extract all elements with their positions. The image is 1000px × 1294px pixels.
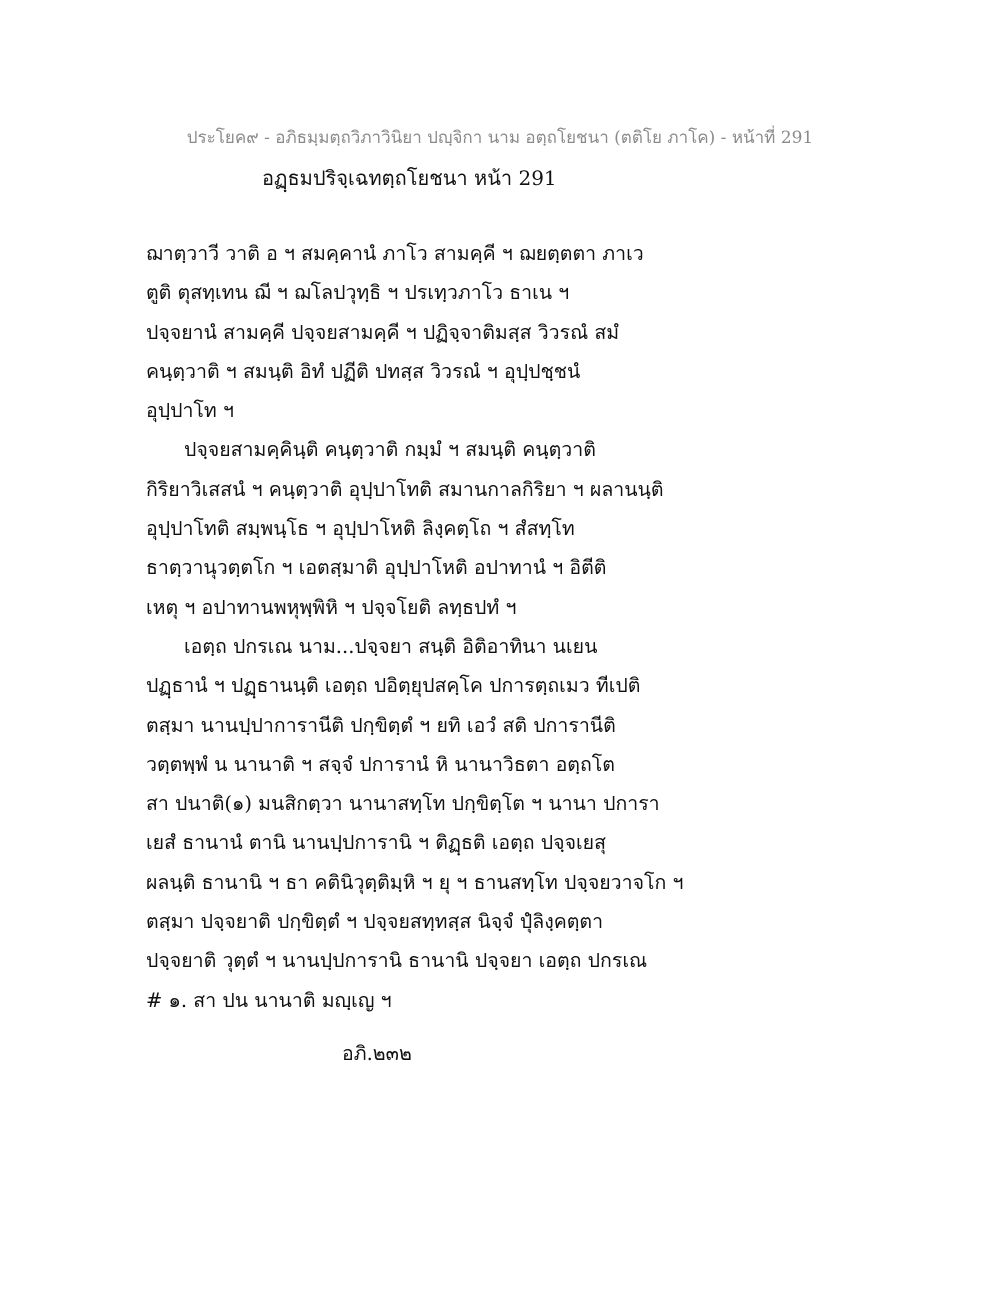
text-line: เอตฺถ ปกรเณ นาม...ปจฺจยา สนฺติ อิติอาทินา นเยน [184, 634, 598, 658]
text-line: ปฏฺธานํ ฯ ปฏฺธานนฺติ เอตฺถ ปอิตฺยุปสคฺโค ปการตฺถเมว ทีเปติ [146, 674, 641, 698]
text-line: อุปฺปาโทติ สมฺพนฺโธ ฯ อุปฺปาโหติ ลิงฺคตฺโถ ฯ สํสทฺโท [146, 517, 575, 541]
text-line: ปจฺจยสามคฺคินฺติ คนฺตฺวาติ กมฺมํ ฯ สมนฺติ คนฺตฺวาติ [184, 438, 596, 462]
text-line: กิริยาวิเสสนํ ฯ คนฺตฺวาติ อุปฺปาโทติ สมานกาลกิริยา ฯ ผลานนฺติ [146, 477, 664, 501]
text-line: คนฺตฺวาติ ฯ สมนฺติ อิทํ ปฏีติ ปทสฺส วิวรณํ ฯ อุปฺปชฺชนํ [146, 359, 581, 383]
text-line: ธาตฺวานุวตฺตโก ฯ เอตสฺมาติ อุปฺปาโหติ อปาทานํ ฯ อิตีติ [146, 556, 607, 580]
page-title: อฏฺธมปริจฺเฉทตฺถโยชนา หน้า 291 [262, 166, 557, 190]
text-line: ตสฺมา นานปฺปาการานีติ ปกฺขิตฺตํ ฯ ยทิ เอวํ สติ ปการานีติ [146, 713, 616, 737]
text-line: เยสํ ธานานํ ตานิ นานปฺปการานิ ฯ ติฏฺธติ เอตฺถ ปจฺจเยสุ [146, 831, 607, 855]
text-line: วตฺตพฺพํ น นานาติ ฯ สจฺจํ ปการานํ หิ นานาวิธตา อตฺถโต [146, 752, 615, 776]
running-header: ประโยค๙ - อภิธมฺมตฺถวิภาวินิยา ปญฺจิกา นาม อตฺถโยชนา (ตติโย ภาโค) - หน้าที่ 291 [186, 128, 814, 148]
text-line: ปจฺจยาติ วุตฺตํ ฯ นานปฺปการานิ ธานานิ ปจฺจยา เอตฺถ ปกรเณ [146, 949, 648, 973]
body-text [146, 234, 866, 1020]
page-folio: อภิ.๒๓๒ [342, 1042, 412, 1065]
text-line: เหตุ ฯ อปาทานพหุพฺพิหิ ฯ ปจฺจโยติ ลทฺธปทํ ฯ [146, 595, 517, 619]
text-line: # ๑. สา ปน นานาติ มญฺเญ ฯ [146, 988, 392, 1012]
text-line: ผลนฺติ ธานานิ ฯ ธา คตินิวุตฺติมฺหิ ฯ ยุ ฯ ธานสทฺโท ปจฺจยวาจโก ฯ [146, 870, 684, 894]
text-line: ฌาตฺวาวี วาติ อ ฯ สมคฺคานํ ภาโว สามคฺคี ฯ ฌยตฺตตา ภาเว [146, 242, 644, 265]
text-line: ตสฺมา ปจฺจยาติ ปกฺขิตฺตํ ฯ ปจฺจยสทฺทสฺส นิจฺจํ ปุํลิงฺคตฺตา [146, 910, 604, 934]
text-line: อุปฺปาโท ฯ [146, 399, 234, 423]
text-line: สา ปนาติ(๑) มนสิกตฺวา นานาสทฺโท ปกฺขิตฺโต ฯ นานา ปการา [146, 792, 660, 816]
text-line: ตูติ ตุสทฺเทน ฌี ฯ ฌโลปวุทฺธิ ฯ ปรเทฺวภาโว ธาเน ฯ [146, 281, 570, 305]
text-line: ปจฺจยานํ สามคฺคี ปจฺจยสามคฺคี ฯ ปฏิจฺจาติมสฺส วิวรณํ สมํ [146, 320, 620, 344]
